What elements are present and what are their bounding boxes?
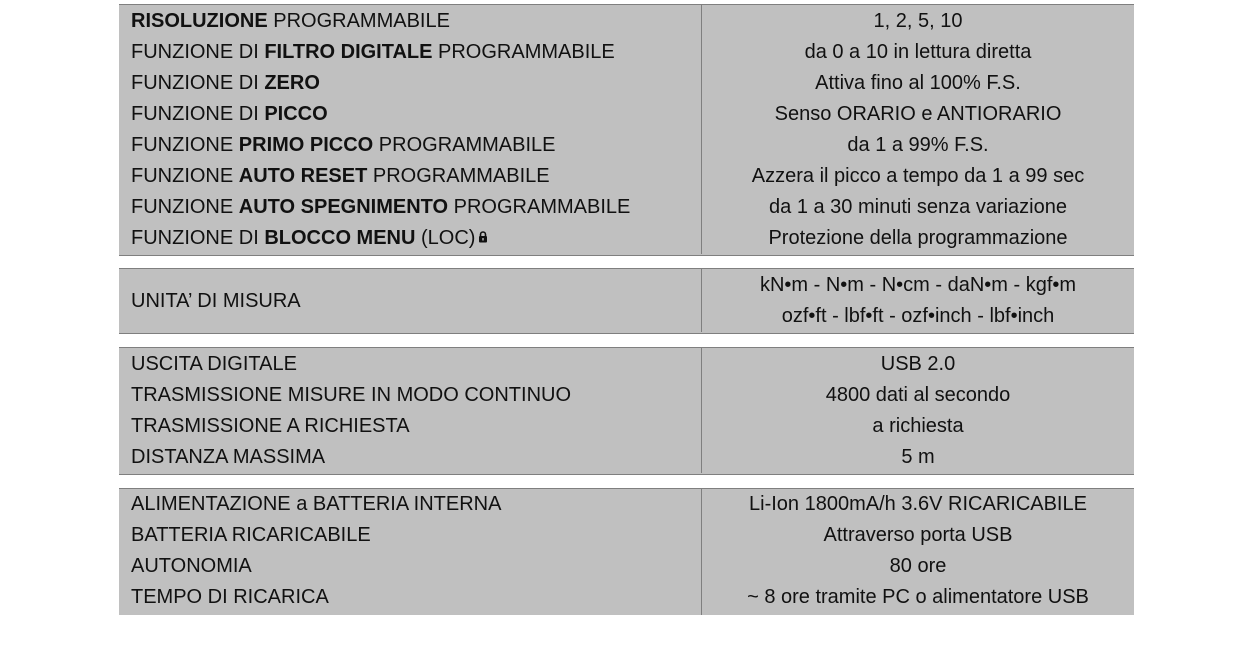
spec-row-batteria-ricaricabile xyxy=(119,520,1134,551)
spec-row-trasmissione-continua xyxy=(119,380,1134,411)
spec-row-unita-values-2 xyxy=(119,301,1134,332)
spec-value: da 1 a 30 minuti senza variazione xyxy=(769,196,1067,218)
spec-label: FUNZIONE AUTO RESET PROGRAMMABILE xyxy=(131,165,550,187)
spec-row-risoluzione xyxy=(119,6,1134,37)
spec-row-blocco-menu xyxy=(119,223,1134,254)
spec-value: Azzera il picco a tempo da 1 a 99 sec xyxy=(751,165,1085,187)
spec-row-auto-reset xyxy=(119,161,1134,192)
spec-row-auto-spegnimento xyxy=(119,192,1134,223)
spec-row-unita-values-1 xyxy=(119,270,1134,301)
spec-value: kN•m - N•m - N•cm - daN•m - kgf•m xyxy=(759,274,1077,296)
spec-label: ALIMENTAZIONE a BATTERIA INTERNA xyxy=(131,493,502,515)
spec-value: a richiesta xyxy=(872,415,964,437)
spec-row-uscita-digitale xyxy=(119,349,1134,380)
spec-row-primo-picco xyxy=(119,130,1134,161)
spec-label: TRASMISSIONE A RICHIESTA xyxy=(131,415,410,437)
spec-label: UNITA’ DI MISURA xyxy=(131,290,301,312)
spec-row-autonomia xyxy=(119,551,1134,582)
spec-value: ~ 8 ore tramite PC o alimentatore USB xyxy=(747,586,1089,608)
lock-icon xyxy=(478,222,488,253)
spec-row-trasmissione-richiesta xyxy=(119,411,1134,442)
spec-row-zero xyxy=(119,68,1134,99)
spec-label: FUNZIONE DI ZERO xyxy=(131,72,320,94)
spec-row-filtro-digitale xyxy=(119,37,1134,68)
spec-label: FUNZIONE DI BLOCCO MENU (LOC) xyxy=(131,223,488,254)
spec-row-tempo-ricarica xyxy=(119,582,1134,613)
spec-row-picco xyxy=(119,99,1134,130)
spec-value: da 1 a 99% F.S. xyxy=(847,134,989,156)
spec-value: 1, 2, 5, 10 xyxy=(873,10,963,32)
group-separator xyxy=(119,256,1134,268)
spec-value: da 0 a 10 in lettura diretta xyxy=(804,41,1032,63)
spec-label: RISOLUZIONE PROGRAMMABILE xyxy=(131,10,450,32)
spec-row-alimentazione xyxy=(119,489,1134,520)
spec-label: FUNZIONE DI PICCO xyxy=(131,103,328,125)
group-separator xyxy=(119,475,1134,488)
spec-row-distanza-massima xyxy=(119,442,1134,473)
table-top-edge xyxy=(119,0,1134,5)
spec-value: Senso ORARIO e ANTIORARIO xyxy=(774,103,1062,125)
spec-value: 80 ore xyxy=(889,555,947,577)
spec-value: Li-Ion 1800mA/h 3.6V RICARICABILE xyxy=(749,493,1087,515)
spec-value: Attraverso porta USB xyxy=(823,524,1013,546)
spec-label: FUNZIONE PRIMO PICCO PROGRAMMABILE xyxy=(131,134,556,156)
spec-value: ozf•ft - lbf•ft - ozf•inch - lbf•inch xyxy=(781,305,1055,327)
spec-value: Protezione della programmazione xyxy=(768,227,1068,249)
spec-value: 5 m xyxy=(901,446,935,468)
spec-value: USB 2.0 xyxy=(880,353,956,375)
spec-label: FUNZIONE AUTO SPEGNIMENTO PROGRAMMABILE xyxy=(131,196,631,218)
spec-label: USCITA DIGITALE xyxy=(131,353,297,375)
group-separator xyxy=(119,334,1134,347)
spec-label: FUNZIONE DI FILTRO DIGITALE PROGRAMMABILE xyxy=(131,41,615,63)
spec-value: 4800 dati al secondo xyxy=(825,384,1011,406)
spec-value: Attiva fino al 100% F.S. xyxy=(815,72,1021,94)
spec-label: TRASMISSIONE MISURE IN MODO CONTINUO xyxy=(131,384,572,406)
spec-table xyxy=(119,0,1134,615)
spec-label: AUTONOMIA xyxy=(131,555,252,577)
spec-label: BATTERIA RICARICABILE xyxy=(131,524,371,546)
spec-label: DISTANZA MASSIMA xyxy=(131,446,326,468)
spec-label: TEMPO DI RICARICA xyxy=(131,586,329,608)
